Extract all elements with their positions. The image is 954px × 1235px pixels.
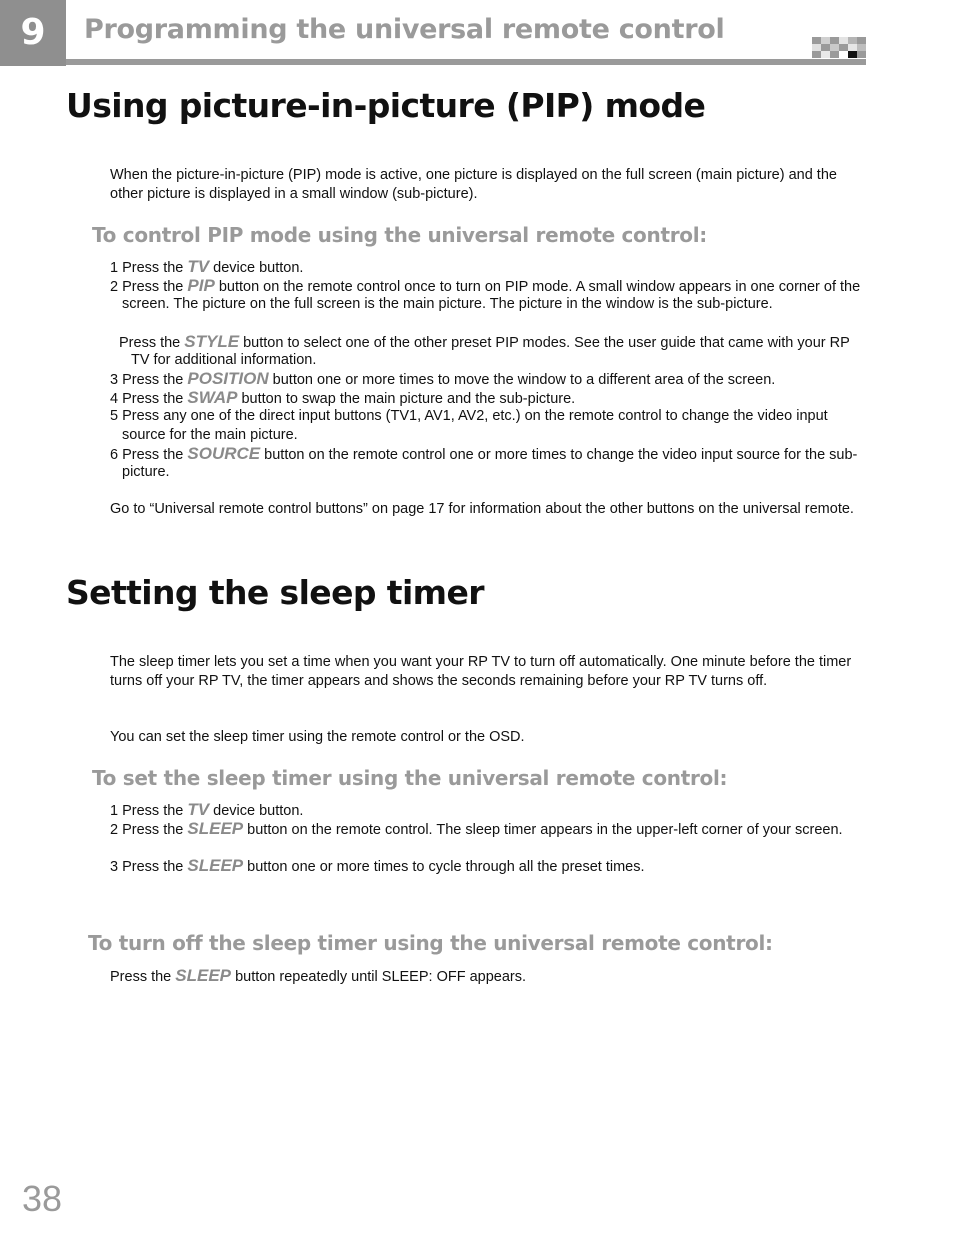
sleep-step-2: 2 Press the SLEEP button on the remote control. The sleep timer appears in the upper-left corner of your screen.	[110, 819, 843, 838]
pip-step-2: 2 Press the PIP button on the remote control once to turn on PIP mode. A small window appears in one corner of the screen. The picture on the full screen is the main picture. The picture in the window is the sub-picture.	[110, 276, 861, 312]
sleep-step-3: 3 Press the SLEEP button one or more times to cycle through all the preset times.	[110, 856, 645, 875]
sleep-off-step: Press the SLEEP button repeatedly until SLEEP: OFF appears.	[110, 966, 527, 985]
checker-cell	[812, 37, 821, 44]
tv-button-label: TV	[187, 800, 210, 819]
checker-cell	[812, 51, 821, 58]
checker-cell	[821, 51, 830, 58]
page-number: 38	[22, 1178, 63, 1219]
checker-cell	[830, 44, 839, 51]
sleep-off-subheading: To turn off the sleep timer using the universal remote control:	[88, 931, 773, 955]
checker-cell	[848, 37, 857, 44]
swap-button-label: SWAP	[187, 388, 238, 407]
pip-step-3: 3 Press the POSITION button one or more times to move the window to a different area of the screen.	[110, 369, 776, 388]
sleep-intro-2: You can set the sleep timer using the remote control or the OSD.	[110, 729, 525, 745]
checker-cell	[839, 51, 848, 58]
checker-cell	[830, 37, 839, 44]
chapter-number-badge: 9	[0, 0, 66, 66]
pip-step-6: 6 Press the SOURCE button on the remote control one or more times to change the video input source for the sub-picture.	[110, 444, 858, 480]
checker-cell	[839, 44, 848, 51]
sleep-step-1: 1 Press the TV device button.	[110, 800, 304, 819]
pip-step-1: 1 Press the TV device button.	[110, 257, 304, 276]
pip-intro: When the picture-in-picture (PIP) mode is active, one picture is displayed on the full screen (main picture) and the other picture is displayed in a small window (sub-picture).	[110, 167, 837, 202]
pip-step-5: 5 Press any one of the direct input buttons (TV1, AV1, AV2, etc.) on the remote control to change the video input source for the main picture.	[110, 408, 828, 443]
sleep-intro: The sleep timer lets you set a time when you want your RP TV to turn off automatically. One minute before the timer turns off your RP TV, the timer appears and shows the seconds remaining before your RP TV turns off.	[110, 654, 852, 689]
position-button-label: POSITION	[187, 369, 269, 388]
pip-footer-note: Go to “Universal remote control buttons” on page 17 for information about the other buttons on the universal remote.	[110, 501, 854, 517]
pip-section-title: Using picture-in-picture (PIP) mode	[66, 86, 706, 125]
sleep-button-label: SLEEP	[175, 966, 232, 985]
checker-cell	[857, 37, 866, 44]
header-rule	[66, 59, 866, 65]
checker-cell	[821, 44, 830, 51]
checker-cell	[857, 51, 866, 58]
checker-cell	[848, 51, 857, 58]
chapter-title: Programming the universal remote control	[84, 14, 725, 45]
pip-step-4: 4 Press the SWAP button to swap the main picture and the sub-picture.	[110, 388, 576, 407]
checker-decoration	[812, 37, 866, 58]
sleep-set-subheading: To set the sleep timer using the universal remote control:	[92, 766, 728, 790]
sleep-button-label: SLEEP	[187, 819, 244, 838]
pip-button-label: PIP	[187, 276, 215, 295]
pip-step-style: Press the STYLE button to select one of the other preset PIP modes. See the user guide that came with your RP TV for additional information.	[119, 332, 850, 368]
tv-button-label: TV	[187, 257, 210, 276]
style-button-label: STYLE	[184, 332, 240, 351]
sleep-section-title: Setting the sleep timer	[66, 573, 484, 612]
checker-cell	[839, 37, 848, 44]
checker-cell	[830, 51, 839, 58]
source-button-label: SOURCE	[187, 444, 261, 463]
checker-cell	[848, 44, 857, 51]
checker-cell	[857, 44, 866, 51]
checker-cell	[812, 44, 821, 51]
checker-cell	[821, 37, 830, 44]
pip-subheading: To control PIP mode using the universal remote control:	[92, 223, 707, 247]
sleep-button-label: SLEEP	[187, 856, 244, 875]
